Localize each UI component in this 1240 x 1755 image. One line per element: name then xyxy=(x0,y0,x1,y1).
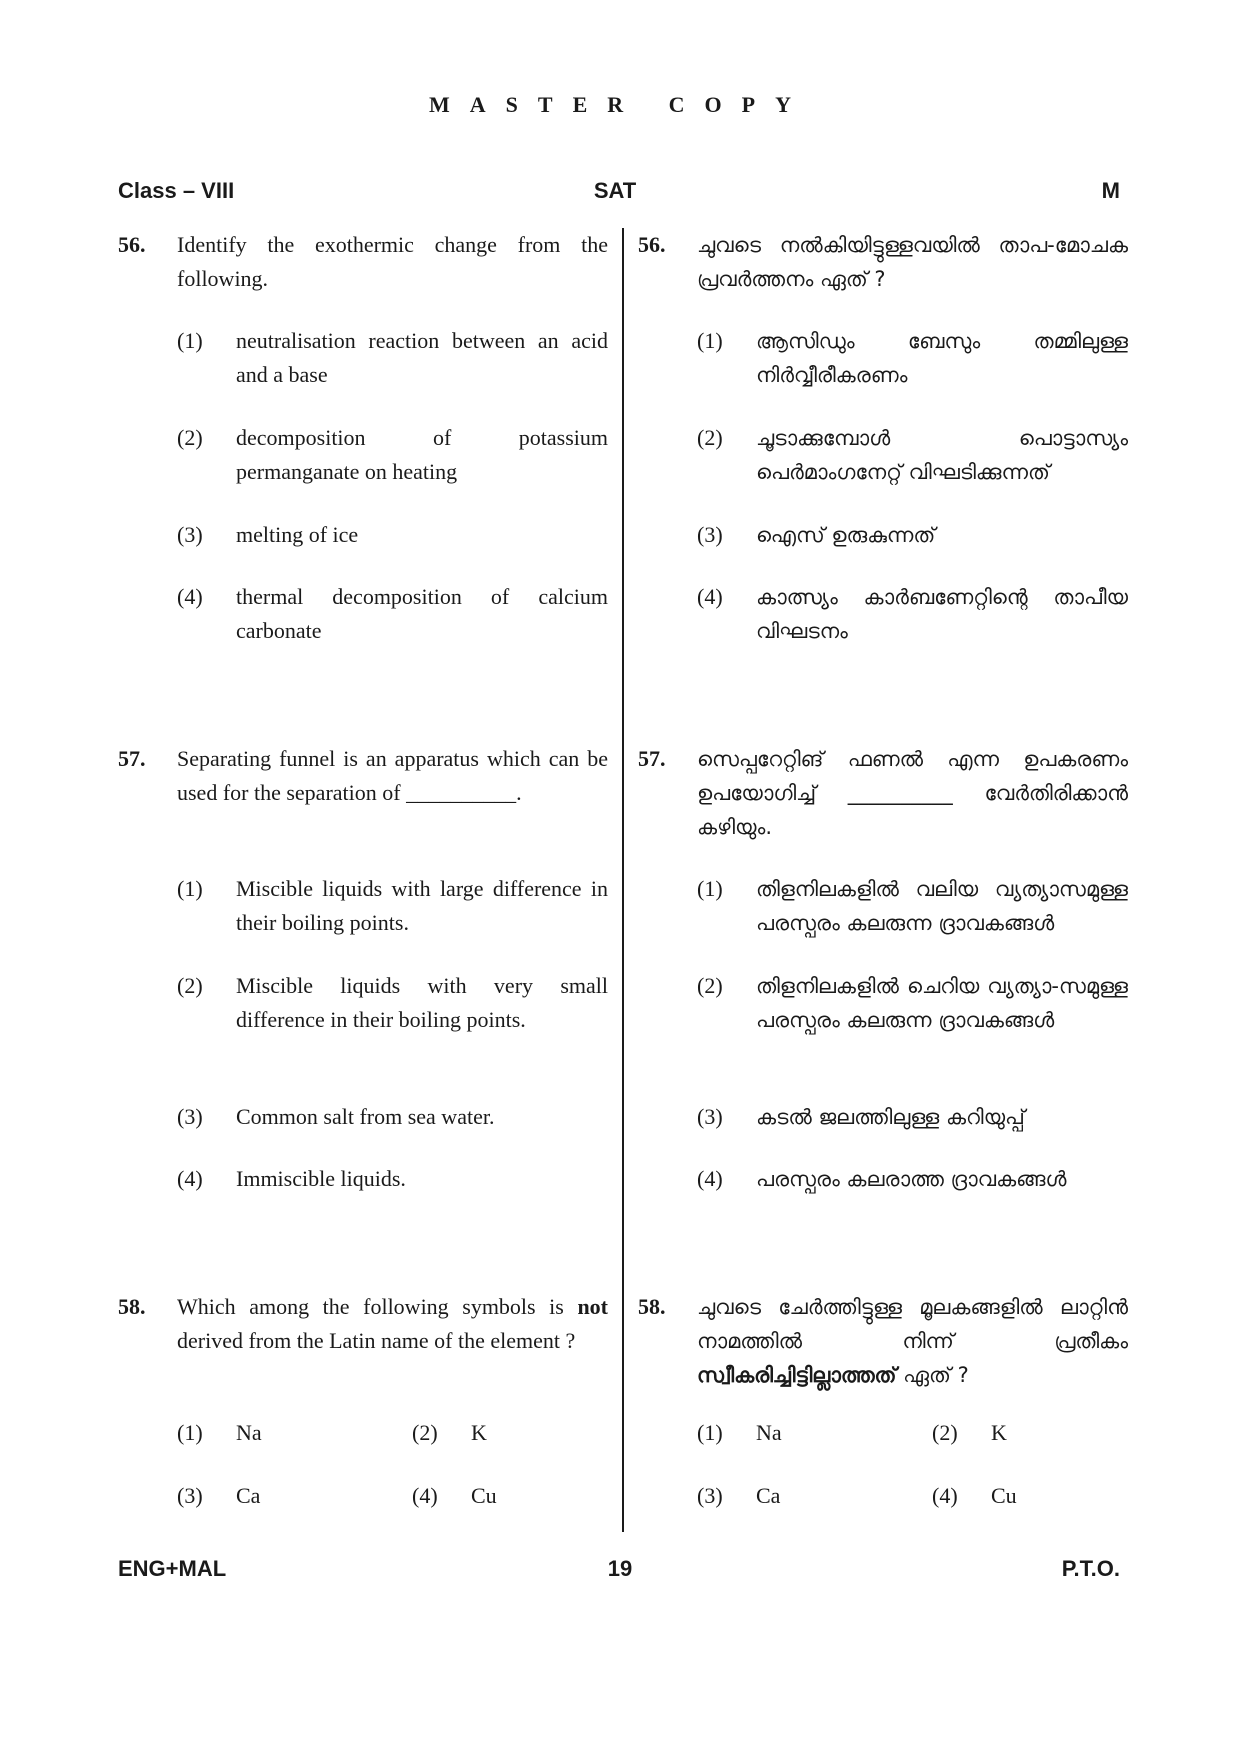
q57-ml-option-3 xyxy=(697,1100,1128,1134)
option-text: ചൂടാക്കുമ്പോൾ പൊട്ടാസ്യം പെർമാംഗനേറ്റ് വിഘടിക്കുന്നത് xyxy=(756,426,1128,484)
question-number: 58. xyxy=(118,1294,146,1319)
option-number: (2) xyxy=(697,973,723,998)
q56-en-option-3 xyxy=(177,518,608,552)
question-text-part: ചുവടെ ചേർത്തിട്ടുള്ള മൂലകങ്ങളിൽ ലാറ്റിൻ നാമത്തിൽ നിന്ന് പ്രതീകം xyxy=(697,1295,1128,1353)
question-number: 58. xyxy=(638,1294,666,1319)
question-text xyxy=(697,1290,1128,1392)
option-number: (4) xyxy=(177,1166,203,1191)
question-56-en xyxy=(118,228,608,296)
pto-label: P.T.O. xyxy=(1061,1556,1120,1581)
set-label: M xyxy=(1101,178,1120,203)
option-number: (1) xyxy=(697,1420,723,1445)
question-58-ml xyxy=(638,1290,1128,1392)
option-number: (1) xyxy=(697,876,723,901)
option-number: (2) xyxy=(697,425,723,450)
q57-ml-option-4 xyxy=(697,1162,1128,1196)
question-text-emphasis: സ്വീകരിച്ചിട്ടില്ലാത്തത് xyxy=(697,1363,897,1387)
q56-ml-option-3 xyxy=(697,518,1128,552)
question-57-ml xyxy=(638,742,1128,844)
q57-en-option-3 xyxy=(177,1100,608,1134)
class-label: Class – VIII xyxy=(118,178,235,203)
question-number: 57. xyxy=(118,746,146,771)
option-number: (1) xyxy=(177,328,203,353)
question-text: സെപ്പറേറ്റിങ് ഫണൽ എന്ന ഉപകരണം ഉപയോഗിച്ച് __________ വേർതിരിക്കാൻ കഴിയും. xyxy=(697,747,1128,839)
question-text-part: derived from the Latin name of the element ? xyxy=(177,1328,576,1353)
option-text: Ca xyxy=(236,1483,261,1508)
language-label: ENG+MAL xyxy=(118,1556,227,1581)
option-text: Cu xyxy=(991,1483,1017,1508)
option-number: (3) xyxy=(697,522,723,547)
option-text: thermal decomposition of calcium carbonate xyxy=(236,584,608,643)
option-text: Cu xyxy=(471,1483,497,1508)
question-text-part: ഏത് ? xyxy=(896,1363,969,1387)
option-text: Common salt from sea water. xyxy=(236,1104,495,1129)
option-number: (3) xyxy=(177,522,203,547)
option-text: പരസ്പരം കലരാത്ത ദ്രാവകങ്ങൾ xyxy=(756,1167,1067,1191)
question-text xyxy=(177,1290,608,1358)
option-text: Na xyxy=(756,1420,782,1445)
q56-ml-option-2 xyxy=(697,421,1128,489)
option-number: (3) xyxy=(697,1483,723,1508)
option-number: (2) xyxy=(932,1420,958,1445)
option-number: (3) xyxy=(177,1483,203,1508)
option-number: (1) xyxy=(177,876,203,901)
option-text: കാത്സ്യം കാർബണേറ്റിന്റെ താപീയ വിഘടനം xyxy=(756,585,1128,643)
option-text: K xyxy=(991,1420,1007,1445)
option-text: Na xyxy=(236,1420,262,1445)
question-text-emphasis: not xyxy=(577,1294,608,1319)
question-text: Identify the exothermic change from the following. xyxy=(177,232,608,291)
option-text: K xyxy=(471,1420,487,1445)
option-text: ആസിഡും ബേസും തമ്മിലുള്ള നിർവ്വീരീകരണം xyxy=(756,329,1128,387)
option-text: Immiscible liquids. xyxy=(236,1166,406,1191)
option-text: neutralisation reaction between an acid and a base xyxy=(236,328,608,387)
option-number: (2) xyxy=(412,1420,438,1445)
question-text: ചുവടെ നൽകിയിട്ടുള്ളവയിൽ താപ-മോചക പ്രവർത്തനം ഏത് ? xyxy=(697,233,1128,291)
option-number: (3) xyxy=(697,1104,723,1129)
exam-label: SAT xyxy=(593,178,637,203)
q57-en-option-4 xyxy=(177,1162,608,1196)
q56-en-option-4 xyxy=(177,580,608,648)
q57-en-option-1 xyxy=(177,872,608,940)
option-text: Miscible liquids with very small difference in their boiling points. xyxy=(236,973,608,1032)
q56-en-option-2 xyxy=(177,421,608,489)
option-number: (4) xyxy=(177,584,203,609)
option-number: (4) xyxy=(697,1166,723,1191)
column-divider xyxy=(622,228,624,1532)
question-number: 56. xyxy=(118,232,146,257)
option-number: (4) xyxy=(697,584,723,609)
option-text: ഐസ് ഉരുകുന്നത് xyxy=(756,523,936,547)
option-number: (3) xyxy=(177,1104,203,1129)
option-number: (1) xyxy=(177,1420,203,1445)
option-number: (4) xyxy=(412,1483,438,1508)
question-58-en xyxy=(118,1290,608,1358)
option-number: (2) xyxy=(177,425,203,450)
q56-ml-option-1 xyxy=(697,324,1128,392)
question-number: 56. xyxy=(638,232,666,257)
option-text: കടൽ ജലത്തിലുള്ള കറിയുപ്പ് xyxy=(756,1105,1025,1129)
question-text-part: Which among the following symbols is xyxy=(177,1294,578,1319)
option-text: Miscible liquids with large difference in their boiling points. xyxy=(236,876,608,935)
q56-en-option-1 xyxy=(177,324,608,392)
question-56-ml xyxy=(638,228,1128,296)
question-57-en xyxy=(118,742,608,810)
page-number: 19 xyxy=(607,1556,633,1581)
q57-en-option-2 xyxy=(177,969,608,1037)
option-text: Ca xyxy=(756,1483,781,1508)
option-number: (1) xyxy=(697,328,723,353)
option-text: melting of ice xyxy=(236,522,359,547)
q57-ml-option-1 xyxy=(697,872,1128,940)
question-number: 57. xyxy=(638,746,666,771)
q56-ml-option-4 xyxy=(697,580,1128,648)
q57-ml-option-2 xyxy=(697,969,1128,1037)
option-number: (2) xyxy=(177,973,203,998)
option-number: (4) xyxy=(932,1483,958,1508)
master-copy-title: MASTER COPY xyxy=(429,92,811,117)
question-text: Separating funnel is an apparatus which can be used for the separation of __________. xyxy=(177,746,608,805)
option-text: decomposition of potassium permanganate on heating xyxy=(236,425,608,484)
option-text: തിളനിലകളിൽ ചെറിയ വ്യത്യാ-സമുള്ള പരസ്പരം കലരുന്ന ദ്രാവകങ്ങൾ xyxy=(756,974,1128,1032)
option-text: തിളനിലകളിൽ വലിയ വ്യത്യാസമുള്ള പരസ്പരം കലരുന്ന ദ്രാവകങ്ങൾ xyxy=(756,877,1128,935)
